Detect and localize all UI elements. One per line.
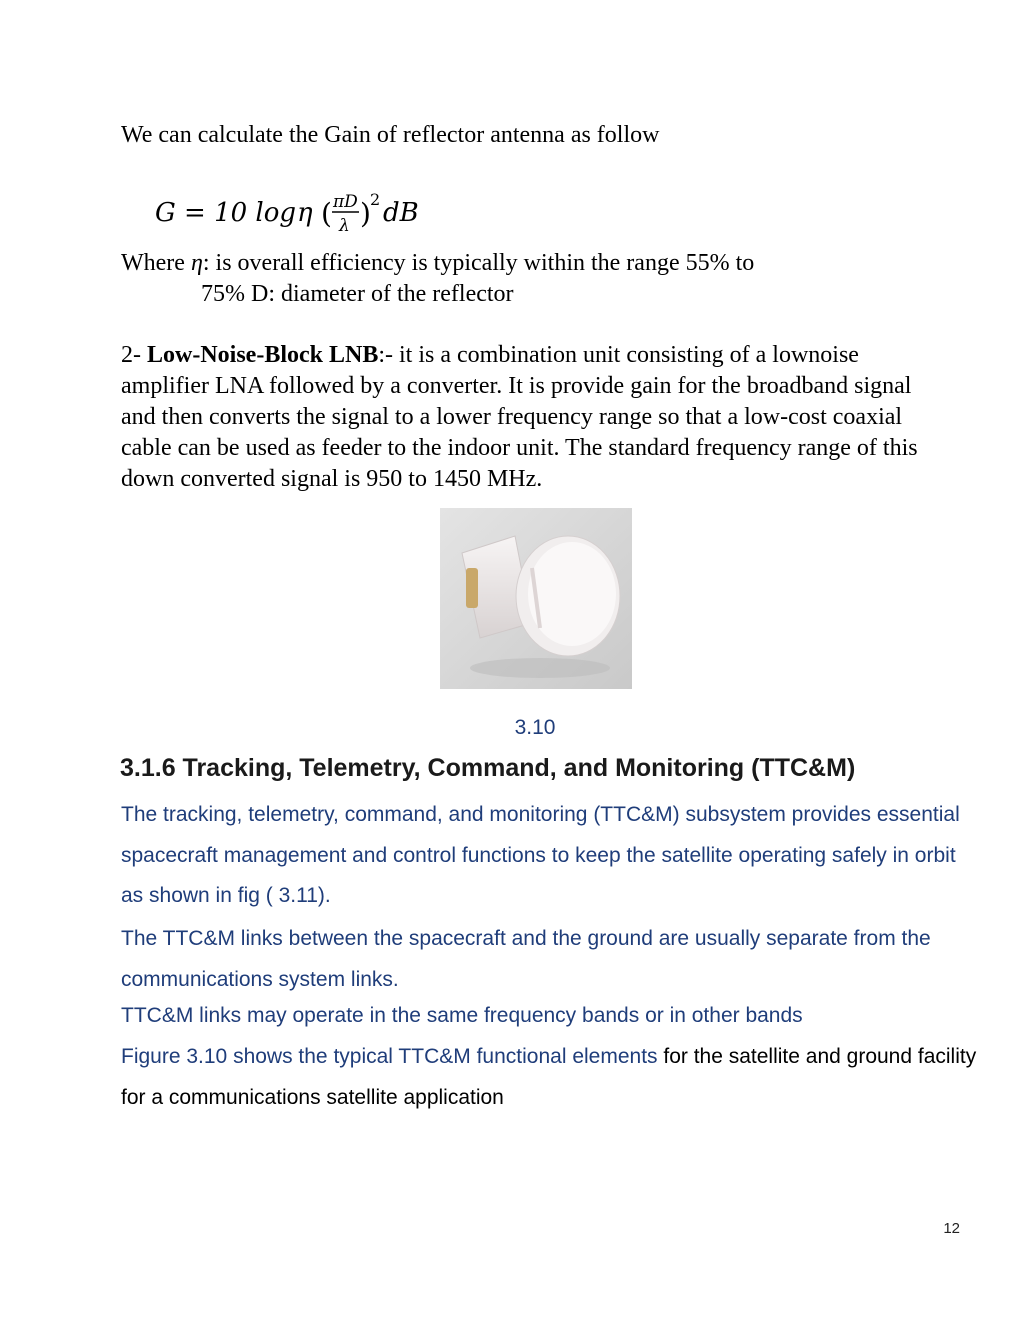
where-eta: η	[190, 250, 203, 276]
where-line2: 75% D: diameter of the reflector	[201, 281, 514, 307]
formula-exponent: 2	[370, 190, 381, 209]
formula-open-paren: (	[321, 197, 332, 230]
lnb-photo	[440, 508, 632, 689]
ttcm-paragraph-1: The tracking, telemetry, command, and monitoring (TTC&M) subsystem provides essential spacecraft management and control functions to keep the satellite operating safely in orbit as shown in fig ( 3.11).	[121, 803, 960, 907]
lnb-text: :- it is a combination unit consisting of a lownoise amplifier LNA followed by a converter. It is provide gain for the broadband signal and then converts the signal to a lower frequency range so that a low-cost coaxial cable can be used as feeder to the indoor unit. The standard frequency range of this down converted signal is 950 to 1450 MHz.	[121, 342, 918, 492]
page-number: 12	[943, 1220, 960, 1237]
lnb-illustration	[440, 508, 632, 689]
where-definition	[121, 248, 941, 310]
gain-formula	[155, 190, 455, 240]
ttcm-paragraph-4-blue: Figure 3.10 shows the typical TTC&M functional elements	[121, 1045, 664, 1068]
intro-text: We can calculate the Gain of reflector antenna as follow	[121, 122, 660, 148]
formula-denominator: λ	[339, 216, 350, 236]
where-prefix: Where	[121, 250, 191, 276]
lnb-paragraph	[121, 340, 951, 495]
lnb-number: 2-	[121, 342, 147, 368]
formula-close-paren: )	[360, 197, 371, 230]
section-heading: 3.1.6 Tracking, Telemetry, Command, and Monitoring (TTC&M)	[120, 754, 856, 782]
ttcm-paragraph-2: The TTC&M links between the spacecraft and the ground are usually separate from the communications system links.	[121, 927, 931, 991]
figure-caption: 3.10	[514, 716, 556, 739]
lnb-term: Low-Noise-Block LNB	[147, 342, 379, 368]
formula-unit: dB	[383, 198, 419, 228]
formula-eta: η	[297, 198, 313, 228]
where-line1: : is overall efficiency is typically within the range 55% to	[202, 250, 755, 276]
ttcm-paragraph-4	[121, 1037, 981, 1118]
formula-lhs: G = 10 log	[155, 198, 297, 228]
gain-formula-svg	[155, 190, 455, 240]
ttcm-paragraph-4-black: for the satellite and ground facility for a communications satellite application	[121, 1045, 977, 1109]
formula-numerator: πD	[333, 192, 358, 212]
ttcm-paragraph-3: TTC&M links may operate in the same frequency bands or in other bands	[121, 1004, 803, 1027]
